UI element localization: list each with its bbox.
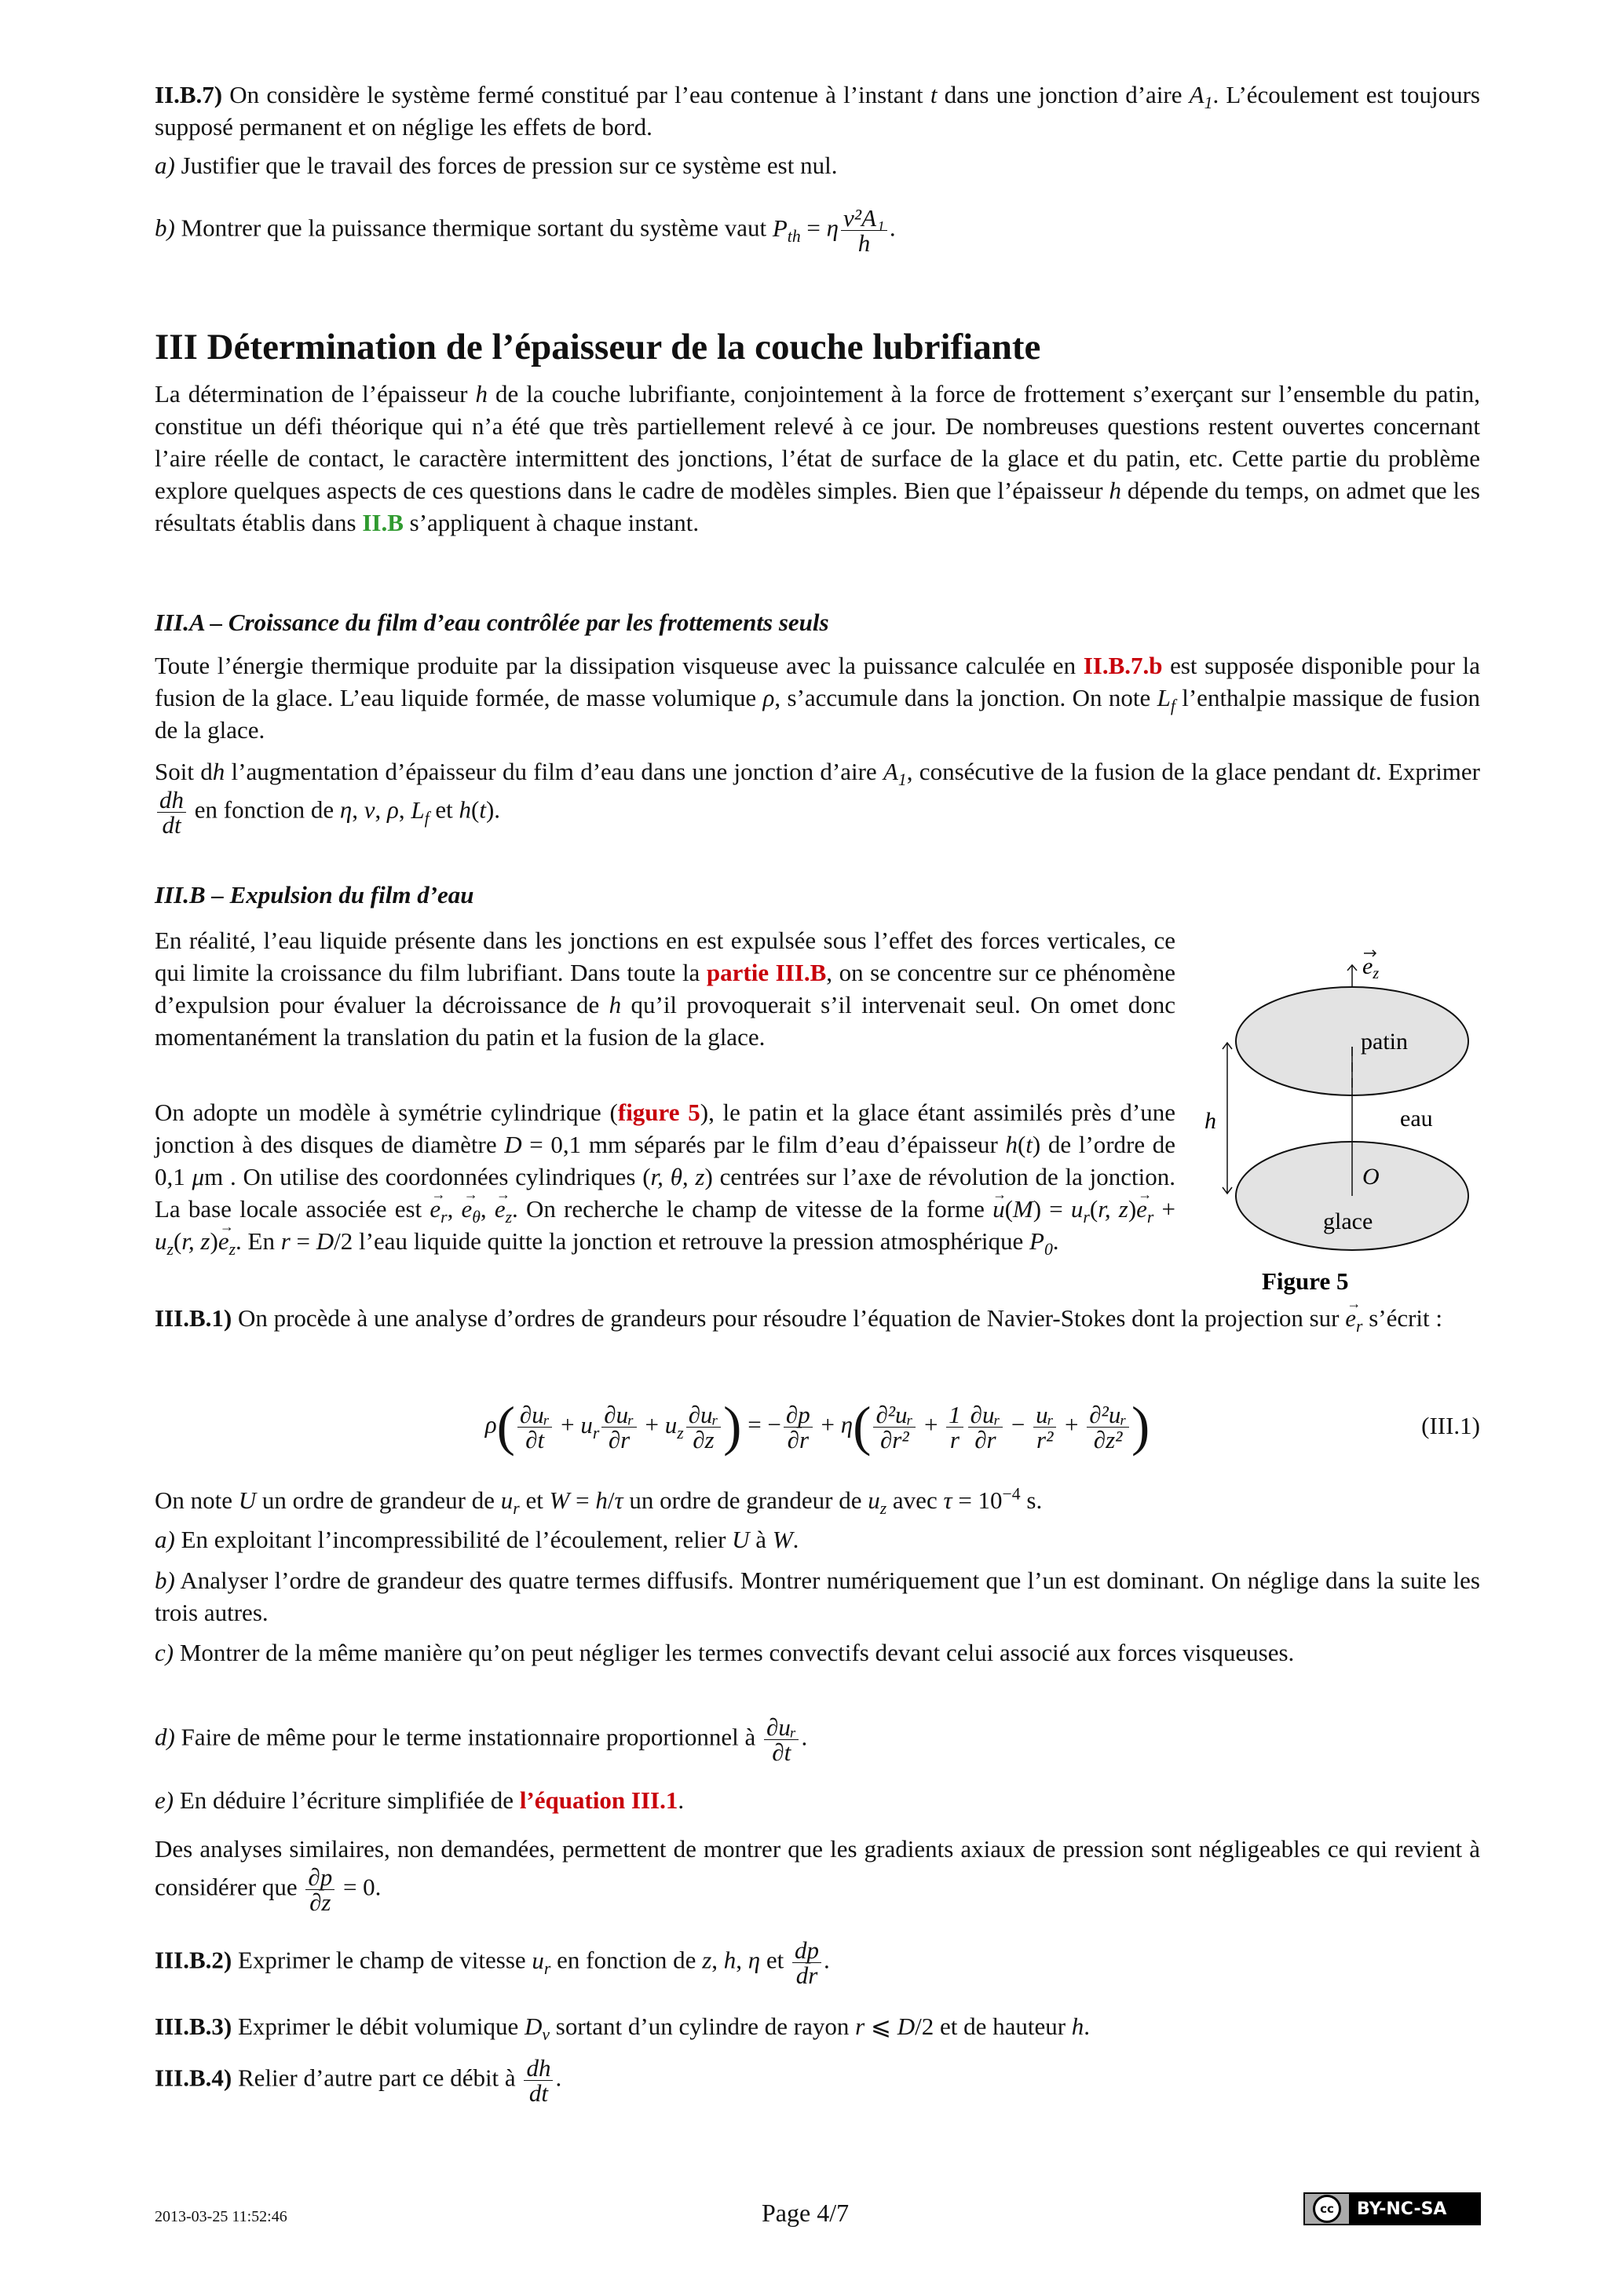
question-III-B-3 (155, 2010, 1480, 2045)
fraction (305, 1865, 334, 1914)
math-symbol: $D_v$ (524, 2013, 550, 2045)
subscript: z (228, 1240, 236, 1260)
subscript: r (513, 1499, 520, 1519)
text-run: On note (155, 1486, 239, 1514)
math-symbol: z (702, 1946, 712, 1974)
text-run: . (801, 1723, 808, 1751)
fraction-numerator: dh (157, 788, 186, 813)
text-run: s’appliquent à chaque instant. (403, 509, 700, 536)
math-symbol: W (549, 1486, 570, 1514)
subscript: f (424, 808, 430, 828)
subscript: r (1355, 1317, 1363, 1336)
section-intro (155, 378, 1480, 539)
math-symbol: $u_z$ (664, 1410, 684, 1442)
text-run: + (1153, 1195, 1176, 1223)
math-symbol: r (280, 1227, 291, 1255)
math-symbol: U (732, 1526, 750, 1553)
fraction-numerator: v²A₁ (841, 206, 887, 231)
cross-reference-link[interactable]: II.B.7.b (1083, 652, 1163, 679)
fraction-numerator: ∂uᵣ (517, 1402, 552, 1428)
math-symbol: η (826, 214, 839, 242)
text-run: en fonction de (188, 795, 340, 824)
note-orders (155, 1484, 1480, 1519)
math-symbol: τ (614, 1486, 623, 1514)
fraction-denominator: ∂z (309, 1888, 331, 1916)
subscript: 1 (1204, 93, 1213, 113)
text-run: en fonction de (550, 1946, 703, 1974)
text-run: ( (1089, 1195, 1098, 1223)
text-run: Analyser l’ordre de grandeur des quatre termes diffusifs. Montrer numériquement que l’un est dominant. On néglige dans la suite les trois autres. (155, 1567, 1480, 1626)
vector-symbol: → $e_r$ (430, 1193, 447, 1225)
cross-reference-link[interactable]: II.B (362, 509, 404, 536)
math-symbol: $u_z$ (868, 1486, 887, 1519)
parenthesis: ) (723, 1396, 742, 1457)
text-run: On procède à une analyse d’ordres de grandeurs pour résoudre l’équation de Navier-Stokes dont la projection sur (232, 1304, 1346, 1332)
cross-reference-link[interactable]: partie III.B (706, 959, 827, 986)
text-run: En déduire l’écriture simplifiée de (174, 1786, 520, 1814)
fraction-numerator: ∂uᵣ (764, 1715, 799, 1740)
text-run: m . On utilise des coordonnées cylindriques ( (204, 1163, 651, 1190)
fraction-denominator: ∂r (787, 1426, 810, 1453)
subscript: θ (472, 1208, 481, 1227)
eau-label: eau (1400, 1106, 1433, 1132)
text-run: = (290, 1227, 316, 1255)
vector-symbol: → $e_\theta$ (461, 1193, 480, 1225)
text-run: = − (741, 1410, 781, 1439)
fraction-numerator: ∂uᵣ (601, 1402, 636, 1428)
text-run: . Exprimer (1375, 758, 1480, 785)
ez-label: $e_z$ (1362, 953, 1380, 982)
math-symbol: $u_r$ (1070, 1195, 1090, 1227)
text-run: . (1052, 1227, 1059, 1255)
fraction-numerator: 1 (946, 1402, 963, 1428)
text-run: de la couche lubrifiante, conjointement à la force de frottement s’exerçant sur l’ensemble du patin, constitue un défi théorique qui n’a été que très partiellement relevé à ce jour. De nombreuses questions restent ouvertes concernant l’aire réelle de contact, le caractère intermittent des jonctions, l’état de surface de la glace et du patin, etc. Cette partie du problème explore quelques aspects de ces questions dans le cadre de modèles simples. Bien que l’épaisseur (155, 380, 1480, 504)
subsection-title-III-A: III.A – Croissance du film d’eau contrôlée par les frottements seuls (155, 609, 829, 636)
math-symbol: $P_{th}$ (772, 214, 801, 246)
math-symbol: r, z (1098, 1195, 1128, 1223)
subscript: r (440, 1208, 448, 1227)
text-run: , (398, 795, 411, 824)
fraction-denominator: ∂t (525, 1426, 545, 1453)
math-symbol: ρ (386, 795, 399, 824)
question-III-B-4 (155, 2056, 1480, 2105)
subscript: z (166, 1240, 174, 1260)
math-symbol: t (1025, 1131, 1033, 1158)
math-symbol: t (930, 81, 938, 108)
item-label: d) (155, 1723, 175, 1751)
fraction-numerator: ∂p (784, 1402, 813, 1428)
text-run: , (447, 1195, 462, 1223)
text-run: Relier d’autre part ce débit à (232, 2064, 522, 2092)
text-run: ⩽ (865, 2013, 897, 2040)
fraction (157, 788, 186, 837)
subscript: v (542, 2025, 550, 2045)
fraction (792, 1938, 821, 1987)
text-run: ) centrées sur l’axe de révolution de la jonction. La base locale associée est (155, 1163, 1175, 1223)
vector-symbol: → $e_r$ (1345, 1302, 1362, 1334)
text-run: = (800, 214, 827, 242)
text-run: Exprimer le débit volumique (232, 2013, 525, 2040)
text-run: ) de l’ordre de 0,1 (155, 1131, 1176, 1190)
analyses-paragraph (155, 1833, 1480, 1914)
math-symbol: h (1109, 477, 1121, 504)
figure-caption: Figure 5 (1262, 1267, 1349, 1295)
text-run: un ordre de grandeur de (256, 1486, 501, 1514)
cc-license-badge[interactable] (1303, 2192, 1481, 2225)
text-run: La détermination de l’épaisseur (155, 380, 476, 408)
text-run: est supposée disponible pour la fusion de la glace. L’eau liquide formée, de masse volumique (155, 652, 1480, 711)
fraction (946, 1402, 963, 1452)
fraction (524, 2056, 553, 2105)
fraction (841, 206, 887, 255)
fraction (1087, 1402, 1129, 1452)
text-run: On considère le système fermé constitué par l’eau contenue à l’instant (222, 81, 930, 108)
fraction (601, 1402, 636, 1452)
text-run: ), le patin et la glace étant assimilés près d’une jonction à des disques de diamètre (155, 1099, 1176, 1158)
item-label: a) (155, 152, 175, 179)
question-number: III.B.4) (155, 2064, 232, 2092)
subscript: r (543, 1958, 551, 1978)
text-run: = (569, 1486, 596, 1514)
text-run: + (918, 1410, 945, 1439)
text-run: = 0,1 mm séparés par le film d’eau d’épaisseur (521, 1131, 1006, 1158)
cc-logo-text: cc (1313, 2195, 1341, 2223)
math-symbol: r (855, 2013, 865, 2040)
text-run: . (555, 2064, 562, 2092)
question-III-B-1a (155, 1523, 1480, 1556)
text-run: Montrer de la même manière qu’on peut négliger les termes convectifs devant celui associé aux forces visqueuses. (174, 1639, 1295, 1666)
math-symbol: v (364, 795, 375, 824)
math-symbol: $A_1$ (1189, 81, 1213, 113)
item-label: e) (155, 1786, 174, 1814)
text-run: Justifier que le travail des forces de pression sur ce système est nul. (174, 152, 838, 179)
text-run: En exploitant l’incompressibilité de l’écoulement, relier (174, 1526, 733, 1553)
text-run: = 0. (337, 1873, 382, 1901)
math-symbol: t (479, 795, 486, 824)
text-run: . (824, 1946, 830, 1974)
text-run: l’augmentation d’épaisseur du film d’eau dans une jonction d’aire (225, 758, 883, 785)
text-run: à (749, 1526, 773, 1553)
text-run: . (889, 214, 896, 242)
fraction-numerator: ∂uᵣ (968, 1402, 1003, 1428)
text-run: . (678, 1786, 685, 1814)
text-run: ( (1017, 1131, 1026, 1158)
fraction-denominator: r² (1036, 1426, 1054, 1453)
fraction (873, 1402, 916, 1452)
license-text: BY-NC-SA (1357, 2199, 1447, 2219)
math-symbol: ρ (484, 1410, 497, 1439)
math-symbol: r, z (181, 1227, 210, 1255)
text-run: et (519, 1486, 550, 1514)
item-label: c) (155, 1639, 174, 1666)
question-III-B-1 (155, 1302, 1480, 1334)
math-symbol: η (840, 1410, 854, 1439)
text-run: + (1058, 1410, 1085, 1439)
question-III-B-1b (155, 1564, 1480, 1629)
fraction (517, 1402, 552, 1452)
subscript: 1 (897, 770, 907, 790)
text-run: , (375, 795, 387, 824)
math-symbol: $L_f$ (411, 795, 430, 828)
subscript: z (677, 1423, 684, 1442)
text-run: + (814, 1410, 841, 1439)
fraction-numerator: uᵣ (1033, 1402, 1056, 1428)
text-run: Exprimer le champ de vitesse (232, 1946, 532, 1974)
parenthesis: ( (496, 1396, 515, 1457)
cross-reference-link[interactable]: l’équation III.1 (519, 1786, 678, 1814)
math-symbol: D (316, 1227, 334, 1255)
fraction-denominator: r (949, 1426, 960, 1453)
cc-logo-icon (1305, 2194, 1349, 2224)
text-run: . (792, 1526, 799, 1553)
text-run: ( (1004, 1195, 1013, 1223)
origin-label: O (1362, 1164, 1380, 1190)
text-run: . En (236, 1227, 281, 1255)
text-run: /2 et de hauteur (915, 2013, 1072, 2040)
math-symbol: M (1012, 1195, 1033, 1223)
math-symbol: D (897, 2013, 916, 2040)
fraction-denominator: ∂z² (1093, 1426, 1123, 1453)
math-symbol: h (1071, 2013, 1084, 2040)
question-III-B-1c (155, 1636, 1480, 1669)
subscript: 0 (1044, 1240, 1053, 1260)
superscript: −4 (1002, 1484, 1021, 1504)
math-symbol: τ (943, 1486, 952, 1514)
text-run: . (1084, 2013, 1091, 2040)
fraction-denominator: h (857, 229, 871, 257)
text-run: On adopte un modèle à symétrie cylindrique ( (155, 1099, 618, 1126)
math-symbol: η (339, 795, 353, 824)
subscript: z (505, 1208, 513, 1227)
math-symbol: η (748, 1946, 761, 1974)
vector-symbol: → $e_r$ (1136, 1193, 1153, 1225)
text-run: , on se concentre sur ce phénomène d’expulsion pour évaluer la décroissance de (155, 959, 1176, 1018)
text-run: sortant d’un cylindre de rayon (550, 2013, 856, 2040)
text-run: et (760, 1946, 791, 1974)
text-run: = 10 (952, 1486, 1003, 1514)
equation-label: (III.1) (1421, 1412, 1480, 1439)
text-run: . On recherche le champ de vitesse de la forme (512, 1195, 993, 1223)
III-A-paragraph-2 (155, 755, 1480, 837)
math-symbol: $P_0$ (1029, 1227, 1053, 1260)
glace-label: glace (1323, 1208, 1373, 1234)
text-run: /2 l’eau liquide quitte la jonction et retrouve la pression atmosphérique (334, 1227, 1030, 1255)
text-run: dépende du temps, on admet que les résultats établis dans (155, 477, 1480, 536)
cross-reference-link[interactable]: figure 5 (617, 1099, 700, 1126)
fraction (686, 1402, 721, 1452)
math-symbol: W (772, 1526, 793, 1553)
fraction (968, 1402, 1003, 1452)
fraction-denominator: ∂t (772, 1738, 791, 1766)
III-A-paragraph-1 (155, 649, 1480, 746)
math-symbol: μ (192, 1163, 205, 1190)
fraction-denominator: ∂r (974, 1426, 996, 1453)
math-symbol: ρ (762, 684, 775, 711)
text-run: ( (471, 795, 480, 824)
fraction-numerator: dp (792, 1938, 821, 1963)
math-symbol: $u_r$ (580, 1410, 600, 1442)
text-run: , (352, 795, 364, 824)
text-run: + (638, 1410, 665, 1439)
fraction-numerator: dh (524, 2056, 553, 2081)
text-run: qu’il provoquerait s’il intervenait seul. On omet donc momentanément la translation du patin et la fusion de la glace. (155, 991, 1176, 1051)
question-III-B-2 (155, 1938, 1480, 1987)
vector-symbol: → $e_z$ (495, 1193, 512, 1225)
question-number: III.B.1) (155, 1304, 232, 1332)
equation-III-1 (155, 1390, 1480, 1464)
fraction-denominator: dr (795, 1961, 818, 1989)
fraction (764, 1715, 799, 1764)
footer-page-number: Page 4/7 (762, 2199, 850, 2227)
text-run: Soit d (155, 758, 213, 785)
text-run: + (554, 1410, 581, 1439)
subscript: r (1083, 1208, 1090, 1227)
text-run: , (711, 1946, 724, 1974)
math-symbol: h (723, 1946, 737, 1974)
text-run: et (429, 795, 459, 824)
question-III-B-1d (155, 1715, 1480, 1764)
subscript: f (1170, 696, 1175, 716)
math-symbol: r, θ, z (650, 1163, 705, 1190)
item-label: a) (155, 1526, 175, 1553)
text-run: , (736, 1946, 748, 1974)
math-symbol: h (595, 1486, 608, 1514)
III-B-paragraph-2 (155, 1096, 1176, 1260)
text-run: , s’accumule dans la jonction. On note (774, 684, 1157, 711)
section-title: III Détermination de l’épaisseur de la couche lubrifiante (155, 327, 1041, 367)
text-run: ) (210, 1227, 218, 1255)
footer-timestamp: 2013-03-25 11:52:46 (155, 2208, 287, 2225)
text-run (1003, 1486, 1021, 1514)
text-run: s. (1020, 1486, 1043, 1514)
math-symbol: D (504, 1131, 522, 1158)
text-run: un ordre de grandeur de (623, 1486, 868, 1514)
fraction-denominator: ∂z (693, 1426, 715, 1453)
text-run: ). (485, 795, 501, 824)
text-run: , consécutive de la fusion de la glace pendant d (906, 758, 1369, 785)
question-number: III.B.2) (155, 1946, 232, 1974)
text-run: l’enthalpie massique de fusion de la glace. (155, 684, 1481, 744)
parenthesis: ) (1131, 1396, 1150, 1457)
text-run: ) (1128, 1195, 1137, 1223)
fraction-numerator: ∂uᵣ (686, 1402, 721, 1428)
math-symbol: h (609, 991, 622, 1018)
item-label: b) (155, 1567, 175, 1594)
item-label: b) (155, 214, 175, 242)
text-run: ( (173, 1227, 182, 1255)
math-symbol: $L_f$ (1157, 684, 1175, 716)
fraction-numerator: ∂p (305, 1865, 334, 1890)
question-II-B-7a (155, 149, 1480, 181)
text-run: Montrer que la puissance thermique sortant du système vaut (174, 214, 773, 242)
III-B-paragraph-1 (155, 924, 1175, 1053)
text-run: / (607, 1486, 615, 1514)
math-symbol: h (1005, 1131, 1018, 1158)
subscript: z (879, 1499, 887, 1519)
text-run: Faire de même pour le terme instationnaire proportionnel à (174, 1723, 762, 1751)
question-II-B-7b (155, 206, 1480, 255)
equation-body (484, 1396, 1150, 1457)
text-run: avec (886, 1486, 944, 1514)
subscript: r (1146, 1208, 1154, 1227)
text-run: Toute l’énergie thermique produite par la dissipation visqueuse avec la puissance calculée en (155, 652, 1084, 679)
vector-symbol: → u (992, 1193, 1005, 1225)
h-label: h (1204, 1108, 1216, 1134)
fraction (784, 1402, 813, 1452)
text-run: ) = (1033, 1195, 1071, 1223)
fraction-denominator: ∂r² (879, 1426, 909, 1453)
fraction (1033, 1402, 1056, 1452)
math-symbol: h (475, 380, 488, 408)
text-run: Des analyses similaires, non demandées, permettent de montrer que les gradients axiaux de pression sont négligeables ce qui revient à considérer que (155, 1835, 1480, 1901)
math-symbol: U (238, 1486, 257, 1514)
text-run: En réalité, l’eau liquide présente dans les jonctions en est expulsée sous l’effet des forces verticales, ce qui limite la croissance du film lubrifiant. Dans toute la (155, 927, 1175, 986)
subscript: r (592, 1423, 600, 1442)
fraction-denominator: dt (528, 2079, 548, 2107)
question-III-B-1e (155, 1784, 1480, 1816)
parenthesis: ( (853, 1396, 872, 1457)
text-run: − (1005, 1410, 1032, 1439)
question-II-B-7 (155, 79, 1480, 143)
text-run: , (480, 1195, 495, 1223)
text-run: dans une jonction d’aire (937, 81, 1190, 108)
math-symbol: $u_r$ (500, 1486, 520, 1519)
vector-symbol: → $e_z$ (218, 1225, 236, 1257)
patin-label: patin (1361, 1029, 1408, 1055)
text-run: s’écrit : (1362, 1304, 1443, 1332)
subscript: th (787, 226, 801, 246)
fraction-numerator: ∂²uᵣ (873, 1402, 916, 1428)
question-number: III.B.3) (155, 2013, 232, 2040)
question-number: II.B.7) (155, 81, 223, 108)
subsection-title-III-B: III.B – Expulsion du film d’eau (155, 881, 474, 909)
fraction-denominator: ∂r (608, 1426, 631, 1453)
math-symbol: $u_r$ (532, 1946, 551, 1978)
fraction-denominator: dt (162, 811, 181, 839)
figure-5 (1178, 942, 1531, 1319)
math-symbol: $u_z$ (155, 1227, 174, 1260)
math-symbol: h (459, 795, 472, 824)
fraction-numerator: ∂²uᵣ (1087, 1402, 1129, 1428)
math-symbol: $A_1$ (883, 758, 907, 790)
text-run: . L’écoulement est toujours supposé permanent et on néglige les effets de bord. (155, 81, 1480, 141)
math-symbol: h (212, 758, 225, 785)
math-symbol: t (1369, 758, 1376, 785)
